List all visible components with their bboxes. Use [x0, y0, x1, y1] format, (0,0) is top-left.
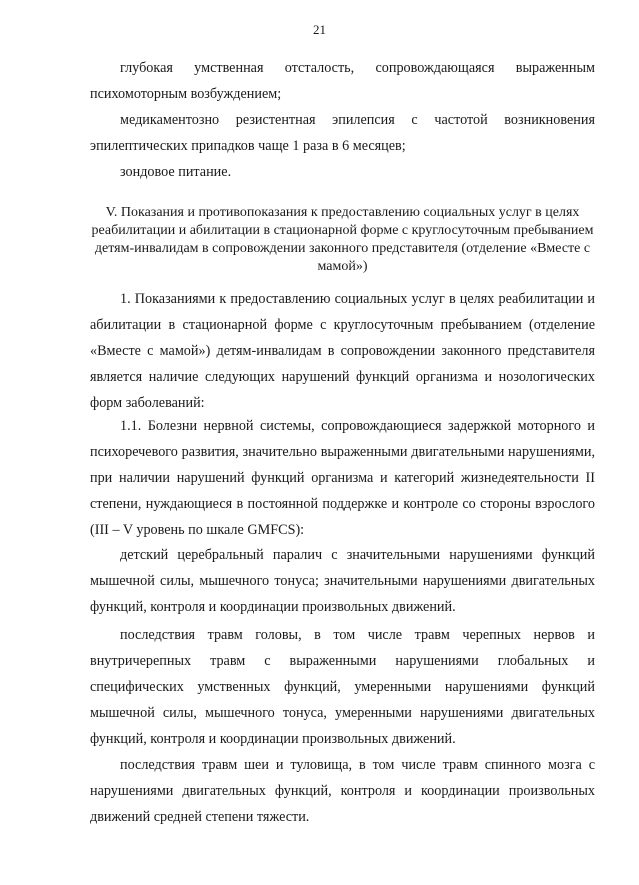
list-item: последствия травм шеи и туловища, в том числе травм спинного мозга с нарушениями двигательных функций, контроля и координации произвольных движений средней степени тяжести. — [90, 757, 595, 825]
list-item: медикаментозно резистентная эпилепсия с частотой возникновения эпилептических припадков чаще 1 раза в 6 месяцев; — [90, 112, 595, 154]
page-number: 21 — [313, 22, 326, 37]
point-1-1 — [90, 413, 595, 543]
paragraph: 1. Показаниями к предоставлению социальных услуг в целях реабилитации и абилитации в стационарной форме с круглосуточным пребыванием (отделение «Вместе с мамой») детям-инвалидам в сопровождении законного представителя является наличие следующих нарушений функций организма и нозологических форм заболеваний: — [90, 291, 595, 411]
top-list — [90, 55, 595, 185]
condition-1 — [90, 542, 595, 620]
list-item: последствия травм головы, в том числе травм черепных нервов и внутричерепных травм с выраженными нарушениями глобальных и специфических умственных функций, умеренными нарушениями функций мышечной силы, мышечного тонуса, умеренными нарушениями двигательных функций, контроля и координации произвольных движений. — [90, 627, 595, 747]
list-item: глубокая умственная отсталость, сопровождающаяся выраженным психомоторным возбуждением; — [90, 60, 595, 102]
list-item: детский церебральный паралич с значительными нарушениями функций мышечной силы, мышечного тонуса; значительными нарушениями двигательных функций, контроля и координации произвольных движений. — [90, 547, 595, 615]
paragraph: 1.1. Болезни нервной системы, сопровождающиеся задержкой моторного и психоречевого развития, значительно выраженными двигательными нарушениями, при наличии нарушений функций организма и категорий жизнедеятельности II степени, нуждающиеся в постоянной поддержке и контроле со стороны взрослого (III – V уровень по шкале GMFCS): — [90, 418, 595, 538]
section-heading: V. Показания и противопоказания к предоставлению социальных услуг в целях реабилитации и абилитации в стационарной форме с круглосуточным пребыванием детям-инвалидам в сопровождении законного представителя (отделение «Вместе с мамой») — [91, 205, 594, 274]
condition-2 — [90, 622, 595, 752]
condition-3 — [90, 752, 595, 830]
list-item: зондовое питание. — [120, 164, 232, 180]
point-1 — [90, 286, 595, 416]
